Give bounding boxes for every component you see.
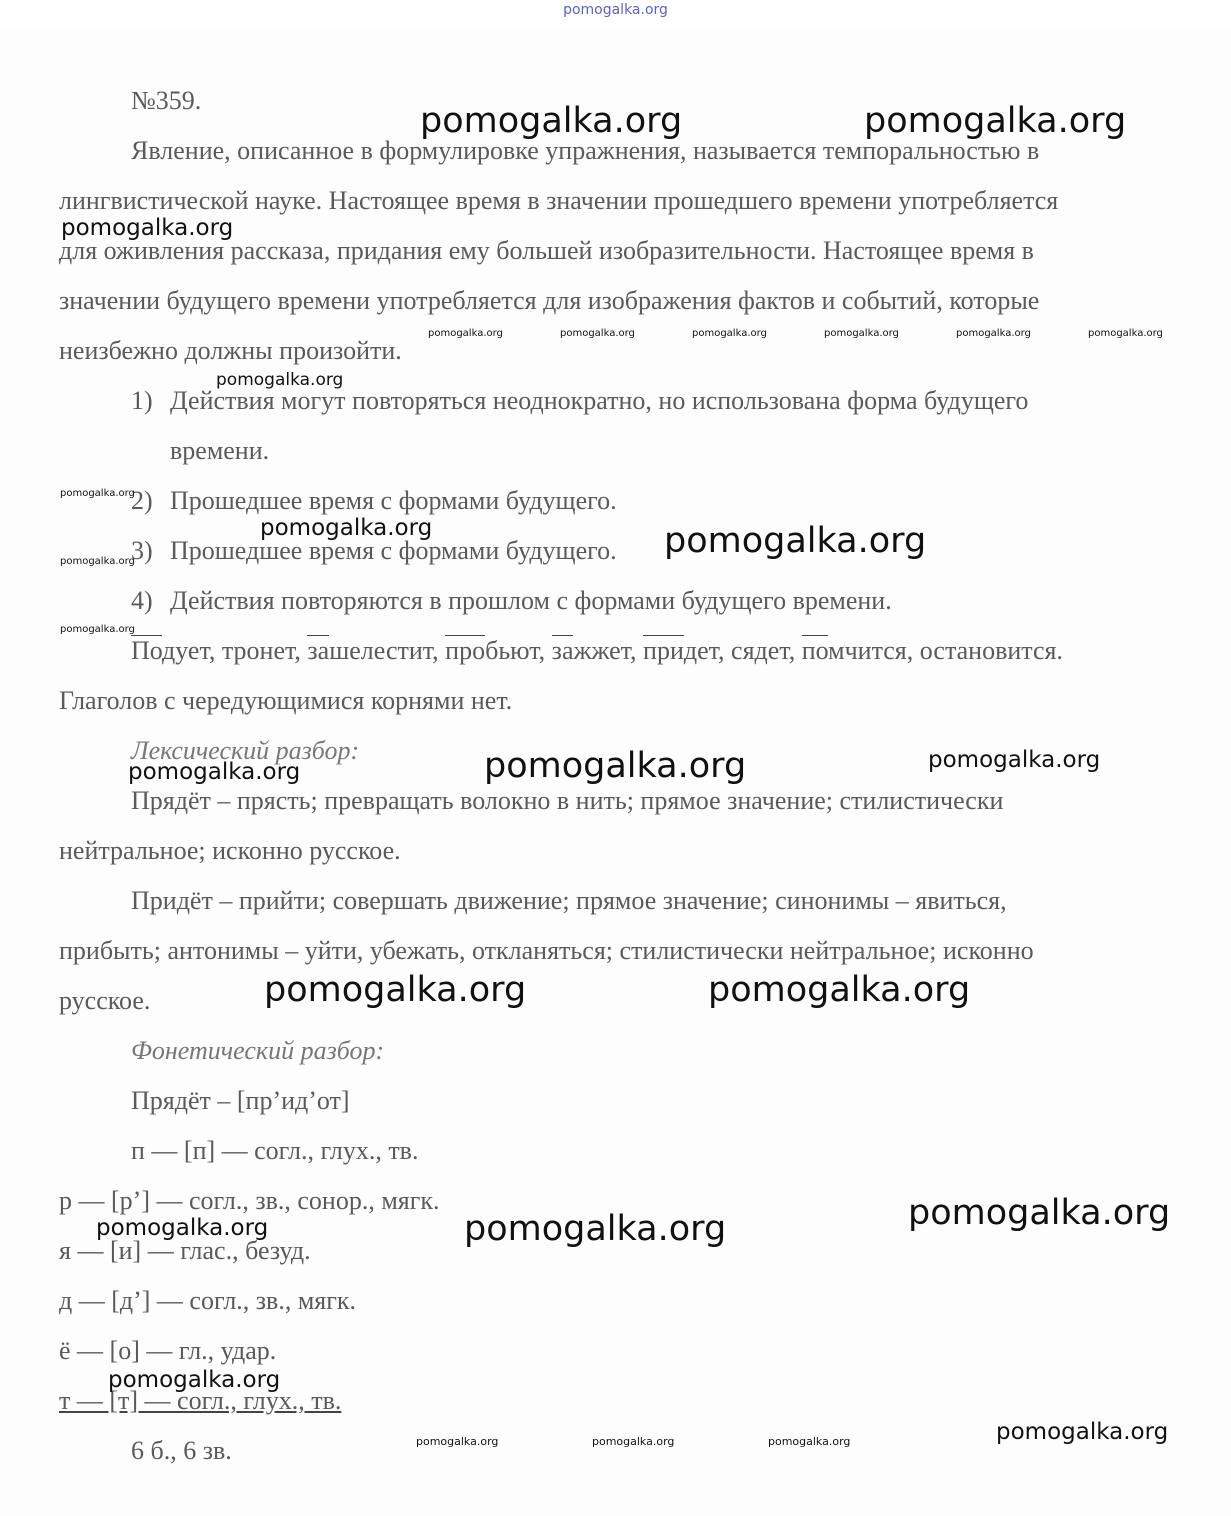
- watermark: pomogalka.org: [428, 328, 503, 339]
- paragraph-line: для оживления рассказа, придания ему большей изобразительности. Настоящее время в: [59, 236, 1034, 265]
- exercise-number: №359.: [131, 86, 202, 115]
- list-number: 3): [131, 536, 153, 565]
- watermark: pomogalka.org: [768, 1435, 851, 1448]
- phonetic-row: п — [п] — согл., глух., тв.: [131, 1136, 419, 1165]
- watermark: pomogalka.org: [128, 759, 301, 785]
- watermark: pomogalka.org: [416, 1435, 499, 1448]
- list-number: 2): [131, 486, 153, 515]
- watermark: pomogalka.org: [1088, 328, 1163, 339]
- verb-text: бьют,: [485, 636, 552, 665]
- paragraph-line: значении будущего времени употребляется для изображения фактов и событий, которые: [59, 286, 1040, 315]
- watermark: pomogalka.org: [264, 970, 527, 1010]
- lexical-line: прибыть; антонимы – уйти, убежать, откланяться; стилистически нейтральное; исконно: [59, 936, 1034, 965]
- lexical-line: Придёт – прийти; совершать движение; прямое значение; синонимы – явиться,: [131, 886, 1007, 915]
- verb-text: шелестит,: [329, 636, 446, 665]
- watermark: pomogalka.org: [61, 215, 234, 241]
- phonetic-row: т — [т] — согл., глух., тв.: [59, 1386, 342, 1415]
- paragraph-line: неизбежно должны произойти.: [59, 336, 402, 365]
- verb-text: мчится, остановится.: [828, 636, 1063, 665]
- verb-text: дет, сядет,: [683, 636, 802, 665]
- no-alternation-note: Глаголов с чередующимися корнями нет.: [59, 686, 513, 715]
- list-item-text: Прошедшее время с формами будущего.: [170, 486, 617, 515]
- verb-text: дует, тронет,: [162, 636, 308, 665]
- watermark: pomogalka.org: [108, 1367, 281, 1393]
- list-item-text: времени.: [170, 436, 270, 465]
- watermark: pomogalka.org: [560, 328, 635, 339]
- lexical-heading: Лексический разбор:: [131, 736, 360, 765]
- watermark: pomogalka.org: [420, 101, 683, 141]
- prefix-mark: про: [445, 636, 486, 665]
- transcription: Прядёт – [пр’ид’от]: [131, 1086, 350, 1115]
- watermark: pomogalka.org: [692, 328, 767, 339]
- prefix-mark: за: [307, 636, 330, 665]
- watermark: pomogalka.org: [60, 624, 135, 635]
- watermark: pomogalka.org: [824, 328, 899, 339]
- watermark: pomogalka.org: [664, 521, 927, 561]
- paragraph-line: лингвистической науке. Настоящее время в значении прошедшего времени употребляется: [59, 186, 1059, 215]
- prefix-mark: По: [131, 636, 163, 665]
- lexical-line: Прядёт – прясть; превращать волокно в нить; прямое значение; стилистически: [131, 786, 1004, 815]
- watermark: pomogalka.org: [216, 370, 344, 390]
- phonetic-summary: 6 б., 6 зв.: [131, 1436, 232, 1465]
- phonetic-row: д — [д’] — согл., зв., мягк.: [59, 1286, 357, 1315]
- watermark: pomogalka.org: [996, 1419, 1169, 1445]
- list-number: 4): [131, 586, 153, 615]
- watermark: pomogalka.org: [592, 1435, 675, 1448]
- watermark: pomogalka.org: [464, 1209, 727, 1249]
- watermark: pomogalka.org: [60, 556, 135, 567]
- lexical-line: русское.: [59, 986, 151, 1015]
- watermark: pomogalka.org: [864, 101, 1127, 141]
- watermark: pomogalka.org: [956, 328, 1031, 339]
- lexical-line: нейтральное; исконно русское.: [59, 836, 401, 865]
- site-header-link[interactable]: pomogalka.org: [563, 2, 668, 18]
- prefix-mark: по: [801, 636, 829, 665]
- list-item-text: Действия повторяются в прошлом с формами будущего времени.: [170, 586, 892, 615]
- watermark: pomogalka.org: [928, 747, 1101, 773]
- list-item-text: Действия могут повторяться неоднократно, но использована форма будущего: [170, 386, 1029, 415]
- phonetic-heading: Фонетический разбор:: [131, 1036, 385, 1065]
- watermark: pomogalka.org: [908, 1193, 1171, 1233]
- list-item-text: Прошедшее время с формами будущего.: [170, 536, 617, 565]
- prefix-mark: при: [643, 636, 684, 665]
- verbs-line: [131, 636, 1063, 666]
- prefix-mark: за: [551, 636, 574, 665]
- phonetic-row: я — [и] — глас., безуд.: [59, 1236, 311, 1265]
- paragraph-line: Явление, описанное в формулировке упражнения, называется темпоральностью в: [131, 136, 1040, 165]
- list-number: 1): [131, 386, 153, 415]
- verb-text: жжет,: [573, 636, 644, 665]
- phonetic-row: ё — [о] — гл., удар.: [59, 1336, 277, 1365]
- watermark: pomogalka.org: [484, 746, 747, 786]
- watermark: pomogalka.org: [96, 1215, 269, 1241]
- watermark: pomogalka.org: [60, 488, 135, 499]
- watermark: pomogalka.org: [708, 970, 971, 1010]
- phonetic-row: р — [р’] — согл., зв., сонор., мягк.: [59, 1186, 440, 1215]
- watermark: pomogalka.org: [260, 515, 433, 541]
